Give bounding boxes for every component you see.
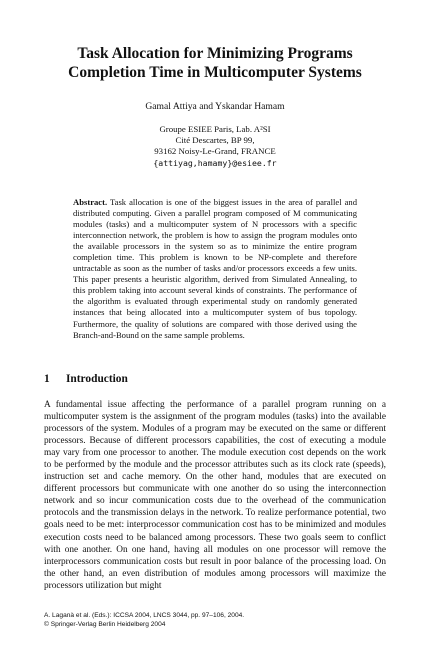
title-line-1: Task Allocation for Minimizing Programs: [77, 45, 353, 62]
affiliation-line-3: 93162 Noisy-Le-Grand, FRANCE: [154, 146, 276, 157]
introduction-paragraph: A fundamental issue affecting the performance of a parallel program running on a multicomputer system is the assignment of the program modules (tasks) into the available processors of the system. Modules of a program may be executed on the same or different processors. Because of different processors capabilities, the cost of executing a module may vary from one processor to another. The module execution cost depends on the work to be performed by the module and the processor attributes such as its clock rate (speeds), instruction set and cache memory. On the other hand, modules that are executed on different processors but communicate with one another do so using the interconnection network and so incur communication costs due to the overhead of the communication protocols and the transmission delays in the network. To realize performance potential, two goals need to be met: interprocessor communication cost has to be minimized and modules execution costs need to be balanced among processors. These two goals seem to conflict with one another. On one hand, having all modules on one processor will remove the interprocessors communication costs but result in poor balance of the processing load. On the other hand, an even distribution of modules among processors will maximize the processors utilization but might: [44, 400, 386, 591]
author-email: {attiyag,hamamy}@esiee.fr: [153, 157, 277, 168]
title-line-2: Completion Time in Multicomputer Systems: [68, 64, 362, 81]
section-heading: [44, 372, 386, 386]
section-number: 1: [44, 373, 50, 385]
affiliation-line-1: Groupe ESIEE Paris, Lab. A²SI: [159, 124, 271, 134]
abstract-text: Task allocation is one of the biggest issues in the area of parallel and distributed computing. Given a parallel program composed of M communicating modules (tasks) and a multicomputer system of N processors with a specific interconnection network, the problem is how to assign the program modules onto the available processors in the system so as to minimize the entire program completion time. This problem is known to be NP-complete and therefore untractable as soon as the number of tasks and/or processors exceeds a few units. This paper presents a heuristic algorithm, derived from Simulated Annealing, to this problem taking into account several kinds of constraints. The performance of the algorithm is evaluated through experimental study on randomly generated instances that being allocated into a multicomputer system of bus topology. Furthermore, the quality of solutions are compared with those derived using the Branch-and-Bound on the same sample problems.: [73, 197, 357, 340]
author-list: Gamal Attiya and Yskandar Hamam: [145, 101, 285, 112]
footnote-citation: A. Laganà et al. (Eds.): ICCSA 2004, LNCS 3044, pp. 97–106, 2004.: [44, 612, 245, 619]
section-title: Introduction: [66, 373, 128, 385]
abstract: [73, 197, 357, 341]
footnote: [44, 612, 386, 629]
affiliation-block: [40, 124, 390, 169]
affiliation-line-2: Cité Descartes, BP 99,: [175, 135, 255, 146]
footnote-copyright: © Springer-Verlag Berlin Heidelberg 2004: [44, 620, 166, 628]
paper-title: [40, 44, 390, 82]
abstract-label: Abstract.: [73, 197, 108, 207]
